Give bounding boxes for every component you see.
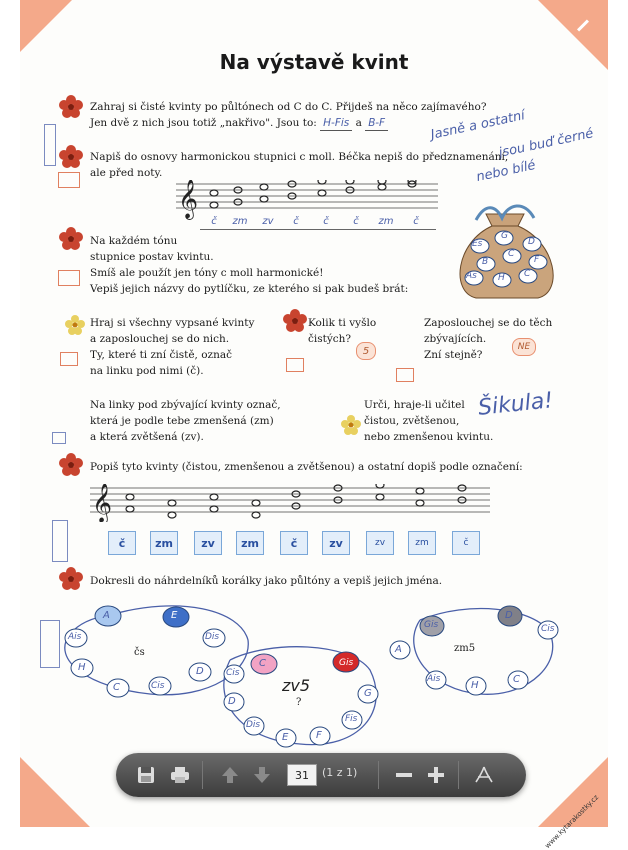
viewer-toolbar — [116, 753, 526, 797]
page-title: Na výstavě kvint — [219, 50, 409, 74]
bag-item: F — [534, 255, 540, 265]
bead-label: Ais — [68, 632, 82, 642]
interval-box: zm — [408, 531, 436, 555]
bead-label: D — [505, 610, 513, 621]
ex4-text: a zaposlouchej se do nich. — [90, 333, 230, 345]
handwritten-note: nebo bílé — [475, 157, 537, 186]
bead-label: D — [196, 666, 204, 677]
doodle — [52, 520, 68, 562]
arrow-down-icon — [253, 766, 271, 784]
bead-label: C — [513, 674, 520, 685]
bag-item: As — [466, 271, 477, 281]
bead-label: Ais — [427, 674, 441, 684]
page-number-input[interactable]: 31 — [287, 764, 317, 786]
bead-label: C — [259, 658, 266, 669]
interval-label: zm — [232, 216, 248, 227]
small-flower-icon — [338, 412, 364, 438]
ex2-text: Napiš do osnovy harmonickou stupnici c moll. Béčka nepiš do předznamenání, — [90, 151, 509, 163]
bead-label: Cis — [151, 681, 165, 691]
interval-box: zm — [150, 531, 178, 555]
toolbar-separator — [202, 761, 203, 789]
flower-icon — [282, 308, 308, 334]
watermark: www.kytarakostky.cz — [543, 793, 600, 850]
ex5-text: čistou, zvětšenou, — [364, 415, 460, 427]
interval-box: zv — [322, 531, 350, 555]
interval-label: č — [413, 216, 419, 227]
interval-box: č — [452, 531, 480, 555]
ex4-text: Zní stejně? — [424, 349, 483, 361]
previous-page-button[interactable] — [218, 763, 242, 787]
ex3-text: stupnice postav kvintu. — [90, 251, 214, 263]
print-button[interactable] — [168, 763, 192, 787]
bead-label: A — [103, 610, 110, 621]
small-flower-icon — [62, 312, 88, 338]
bag-illustration — [446, 192, 566, 302]
interval-box: č — [108, 531, 136, 555]
corner-decoration — [20, 0, 72, 52]
doodle — [44, 124, 56, 166]
ex4-text: Ty, které ti zní čistě, označ — [90, 349, 232, 361]
minus-icon — [395, 766, 413, 784]
ex1-text: Zahraj si čisté kvinty po půltónech od C do C. Přijdeš na něco zajímavého? — [90, 101, 487, 113]
bead-label: D — [228, 696, 236, 707]
interval-box: zv — [194, 531, 222, 555]
music-staff — [90, 484, 490, 522]
zoom-out-button[interactable] — [392, 763, 416, 787]
flower-icon — [58, 226, 84, 252]
ex5-text: Na linky pod zbývající kvinty označ, — [90, 399, 281, 411]
handwritten-note: Šikula! — [476, 388, 555, 421]
pot-doodle — [58, 172, 80, 188]
bead-label: A — [395, 644, 402, 655]
flower-icon — [58, 94, 84, 120]
open-in-acrobat-button[interactable] — [472, 763, 496, 787]
interval-label: zv — [262, 216, 274, 227]
conjunction: a — [355, 117, 362, 129]
pot-doodle — [52, 432, 66, 444]
bead-label: E — [282, 732, 289, 743]
ex3-text: Vepiš jejich názvy do pytlíčku, ze kterého si pak budeš brát: — [90, 283, 409, 295]
page-count: (1 z 1) — [322, 766, 358, 779]
ex7-text: Dokresli do náhrdelníků korálky jako půltóny a vepiš jejich jména. — [90, 575, 443, 587]
ex6-text: Popiš tyto kvinty (čistou, zmenšenou a zvětšenou) a ostatní dopiš podle označení: — [90, 461, 523, 473]
pot-doodle — [58, 270, 80, 286]
ex4-text: čistých? — [308, 333, 352, 345]
answer-bubble: NE — [512, 338, 536, 356]
interval-label: zm — [378, 216, 394, 227]
zoom-in-button[interactable] — [424, 763, 448, 787]
interval-box: zv — [366, 531, 394, 555]
bead-label: C — [113, 682, 120, 693]
interval-box: zm — [236, 531, 264, 555]
ex3-text: Na každém tónu — [90, 235, 178, 247]
bead-label: Cis — [541, 624, 555, 634]
handwritten-note: Jasně a ostatní — [429, 108, 527, 143]
save-button[interactable] — [134, 763, 158, 787]
ex4-text: Zaposlouchej se do těch — [424, 317, 553, 329]
bag-item: D — [528, 237, 535, 247]
bead-label: Dis — [205, 632, 220, 642]
ex5-text: která je podle tebe zmenšená (zm) — [90, 415, 274, 427]
bead-label: H — [471, 680, 479, 691]
necklace-drawing — [40, 590, 600, 750]
toolbar-separator — [458, 761, 459, 789]
svg-text:𝄞: 𝄞 — [178, 180, 199, 219]
ex5-text: Urči, hraje-li učitel — [364, 399, 465, 411]
bag-item: B — [482, 257, 489, 267]
answer-blank: B-F — [365, 116, 388, 131]
printer-icon — [170, 766, 190, 784]
ex2-text: ale před noty. — [90, 167, 163, 179]
ex4-text: na linku pod nimi (č). — [90, 365, 204, 377]
viewer-margin — [0, 0, 20, 827]
ex5-text: a která zvětšená (zv). — [90, 431, 204, 443]
pot-doodle — [396, 368, 414, 382]
bead-label: E — [171, 610, 178, 621]
next-page-button[interactable] — [250, 763, 274, 787]
question-mark: ? — [296, 697, 302, 708]
acrobat-icon — [474, 765, 494, 785]
handwritten-note: jsou buď černé — [497, 126, 595, 161]
answer-line — [200, 229, 436, 230]
interval-box: č — [280, 531, 308, 555]
ex4-text: zbývajících. — [424, 333, 487, 345]
ex1-question: Jen dvě z nich jsou totiž „nakřivo". Jsou to: — [90, 117, 317, 129]
bag-item: G — [501, 231, 508, 241]
necklace-label: zv5 — [282, 676, 311, 695]
pot-doodle — [60, 352, 78, 366]
music-staff — [176, 180, 438, 220]
corner-decoration — [20, 757, 90, 827]
ex5-text: nebo zmenšenou kvintu. — [364, 431, 494, 443]
svg-text:𝄞: 𝄞 — [92, 484, 113, 522]
interval-label: č — [353, 216, 359, 227]
pot-doodle — [286, 358, 304, 372]
necklace-label: čs — [134, 647, 145, 658]
save-icon — [137, 766, 155, 784]
flower-icon — [58, 452, 84, 478]
answer-blank: H-Fis — [320, 116, 352, 131]
bag-item: C — [508, 249, 515, 259]
interval-label: č — [293, 216, 299, 227]
ex3-text: Smíš ale použít jen tóny c moll harmonické! — [90, 267, 324, 279]
arrow-up-icon — [221, 766, 239, 784]
interval-label: č — [211, 216, 217, 227]
bead-label: Fis — [345, 714, 358, 724]
bead-label: G — [364, 688, 372, 699]
bag-item: H — [498, 273, 505, 283]
ex4-text: Kolik ti vyšlo — [308, 317, 377, 329]
plus-icon — [427, 766, 445, 784]
bead-label: H — [78, 662, 86, 673]
bead-label: F — [316, 730, 322, 741]
answer-bubble: 5 — [356, 342, 376, 360]
flower-icon — [58, 144, 84, 170]
viewer-margin — [608, 0, 628, 827]
bag-item: C — [524, 269, 531, 279]
ex1-text — [90, 116, 388, 131]
bead-label: Gis — [339, 658, 354, 668]
bag-item: Es — [472, 239, 483, 249]
necklace-label: zm5 — [454, 643, 476, 654]
flower-icon — [58, 566, 84, 592]
bead-label: Dis — [246, 720, 261, 730]
ex4-text: Hraj si všechny vypsané kvinty — [90, 317, 255, 329]
bead-label: Gis — [424, 620, 439, 630]
interval-label: č — [323, 216, 329, 227]
bead-label: Cis — [226, 668, 240, 678]
toolbar-separator — [378, 761, 379, 789]
